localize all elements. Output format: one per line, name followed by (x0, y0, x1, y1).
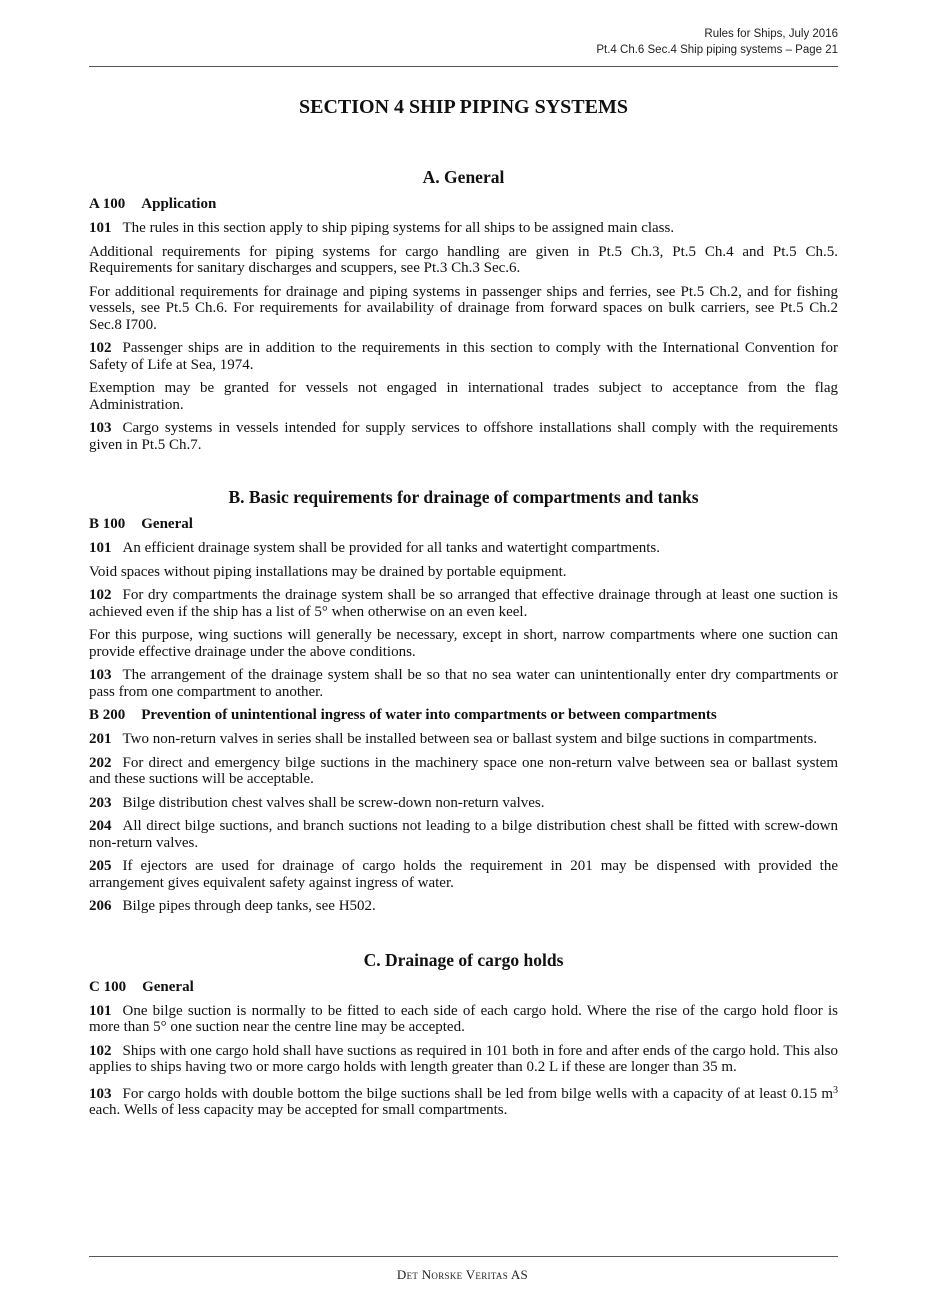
subsection-title: General (141, 516, 193, 532)
paragraph (89, 667, 838, 700)
paragraph-number: 103 (89, 420, 112, 436)
header-publication: Rules for Ships, July 2016 (704, 28, 838, 40)
paragraph-number: 204 (89, 818, 112, 834)
section-a-title: A. General (422, 167, 505, 187)
paragraph (89, 858, 838, 891)
paragraph-text: Cargo systems in vessels intended for supply services to offshore installations shall comply with the requirements given in Pt.5 Ch.7. (89, 420, 838, 453)
paragraph: Additional requirements for piping systems for cargo handling are given in Pt.5 Ch.3, Pt.5 Ch.4 and Pt.5 Ch.5. Requirements for sanitary discharges and scuppers, see Pt.3 Ch.3 Sec.6. (89, 243, 838, 276)
paragraph: For this purpose, wing suctions will generally be necessary, except in short, narrow compartments where one suction can provide effective drainage under the above conditions. (89, 627, 838, 660)
paragraph-text: The arrangement of the drainage system shall be so that no sea water can unintentionally enter dry compartments or pass from one compartment to another. (89, 667, 838, 700)
paragraph-number: 101 (89, 1002, 112, 1019)
paragraph-text: Passenger ships are in addition to the requirements in this section to comply with the International Convention for Safety of Life at Sea, 1974. (89, 340, 838, 373)
paragraph (89, 755, 838, 788)
paragraph (89, 818, 838, 851)
page-footer (0, 1267, 925, 1283)
header-location: Pt.4 Ch.6 Sec.4 Ship piping systems – Page 21 (596, 44, 838, 56)
paragraph (89, 1003, 838, 1036)
paragraph (89, 1083, 838, 1119)
subsection-number: B 100 (89, 516, 126, 532)
paragraph-text: An efficient drainage system shall be provided for all tanks and watertight compartments. (122, 540, 660, 556)
subsection-title: General (142, 978, 194, 995)
paragraph-number: 205 (89, 858, 112, 874)
paragraph-text: Bilge pipes through deep tanks, see H502. (122, 898, 376, 914)
paragraph-number: 203 (89, 794, 112, 811)
paragraph: Exemption may be granted for vessels not engaged in international trades subject to acceptance from the flag Administration. (89, 380, 838, 413)
header-divider (89, 66, 838, 67)
footer-publisher: Det Norske Veritas AS (396, 1267, 529, 1282)
section-b-title: B. Basic requirements for drainage of compartments and tanks (228, 487, 699, 507)
paragraph-text: One bilge suction is normally to be fitted to each side of each cargo hold. Where the rise of the cargo hold floor is more than 5° one suction near the centre line may be accepted. (89, 1002, 838, 1035)
paragraph (89, 587, 838, 620)
paragraph (89, 340, 838, 373)
subsection-title: Application (141, 196, 217, 212)
paragraph-text: For cargo holds with double bottom the bilge suctions shall be led from bilge wells with a capacity of at least 0.15 m (122, 1085, 833, 1102)
paragraph-text: For dry compartments the drainage system shall be so arranged that effective drainage through at least one suction is achieved even if the ship has a list of 5° when otherwise on an even keel. (89, 587, 838, 620)
subsection-number: B 200 (89, 707, 126, 723)
paragraph: For additional requirements for drainage and piping systems in passenger ships and ferries, see Pt.5 Ch.2, and for fishing vessels, see Pt.5 Ch.6. For requirements for availability of drainage from forward spaces on bulk carriers, see Pt.5 Ch.2 Sec.8 I700. (89, 283, 838, 333)
paragraph-text: All direct bilge suctions, and branch suctions not leading to a bilge distribution chest shall be fitted with screw-down non-return valves. (89, 818, 838, 851)
paragraph-text: The rules in this section apply to ship piping systems for all ships to be assigned main class. (122, 220, 675, 236)
subsection-number: C 100 (89, 978, 127, 995)
paragraph-text: Bilge distribution chest valves shall be screw-down non-return valves. (122, 794, 545, 811)
paragraph (89, 220, 838, 237)
paragraph-number: 202 (89, 754, 112, 771)
subsection-heading (89, 196, 838, 213)
paragraph-text: each. Wells of less capacity may be accepted for small compartments. (89, 1102, 508, 1118)
paragraph-number: 103 (89, 667, 112, 683)
superscript: 3 (833, 1084, 838, 1096)
paragraph-number: 102 (89, 1042, 112, 1059)
paragraph (89, 1043, 838, 1076)
paragraph-text: For direct and emergency bilge suctions in the machinery space one non-return valve between sea or ballast system and these suctions will be acceptable. (89, 754, 838, 787)
paragraph (89, 540, 838, 557)
page-title: SECTION 4 SHIP PIPING SYSTEMS (299, 96, 628, 118)
subsection-title: Prevention of unintentional ingress of water into compartments or between compartments (141, 707, 717, 723)
paragraph (89, 731, 838, 748)
paragraph-text: If ejectors are used for drainage of cargo holds the requirement in 201 may be dispensed with provided the arrangement gives equivalent safety against ingress of water. (89, 858, 838, 891)
subsection-heading (89, 516, 838, 533)
paragraph-text: Two non-return valves in series shall be installed between sea or ballast system and bilge suctions in compartments. (122, 731, 818, 747)
section-c-title: C. Drainage of cargo holds (363, 949, 564, 970)
paragraph (89, 420, 838, 453)
paragraph (89, 795, 838, 812)
paragraph-number: 102 (89, 340, 112, 356)
paragraph: Void spaces without piping installations may be drained by portable equipment. (89, 563, 567, 580)
paragraph-number: 101 (89, 220, 112, 236)
subsection-heading (89, 707, 838, 724)
spacer (89, 460, 838, 487)
paragraph-number: 206 (89, 898, 112, 914)
paragraph (89, 898, 838, 915)
subsection-number: A 100 (89, 196, 126, 212)
paragraph-number: 201 (89, 731, 112, 747)
paragraph-text: Ships with one cargo hold shall have suctions as required in 101 both in fore and after ends of the cargo hold. This also applies to ships having two or more cargo holds with length greater than 0.2 L if these are longer than 35 m. (89, 1042, 838, 1075)
footer-divider (89, 1256, 838, 1257)
subsection-heading (89, 979, 838, 996)
page-content (89, 96, 838, 1126)
paragraph-number: 102 (89, 587, 112, 603)
paragraph-number: 103 (89, 1085, 112, 1102)
spacer (89, 922, 838, 950)
page-header (596, 26, 838, 58)
paragraph-number: 101 (89, 540, 112, 556)
